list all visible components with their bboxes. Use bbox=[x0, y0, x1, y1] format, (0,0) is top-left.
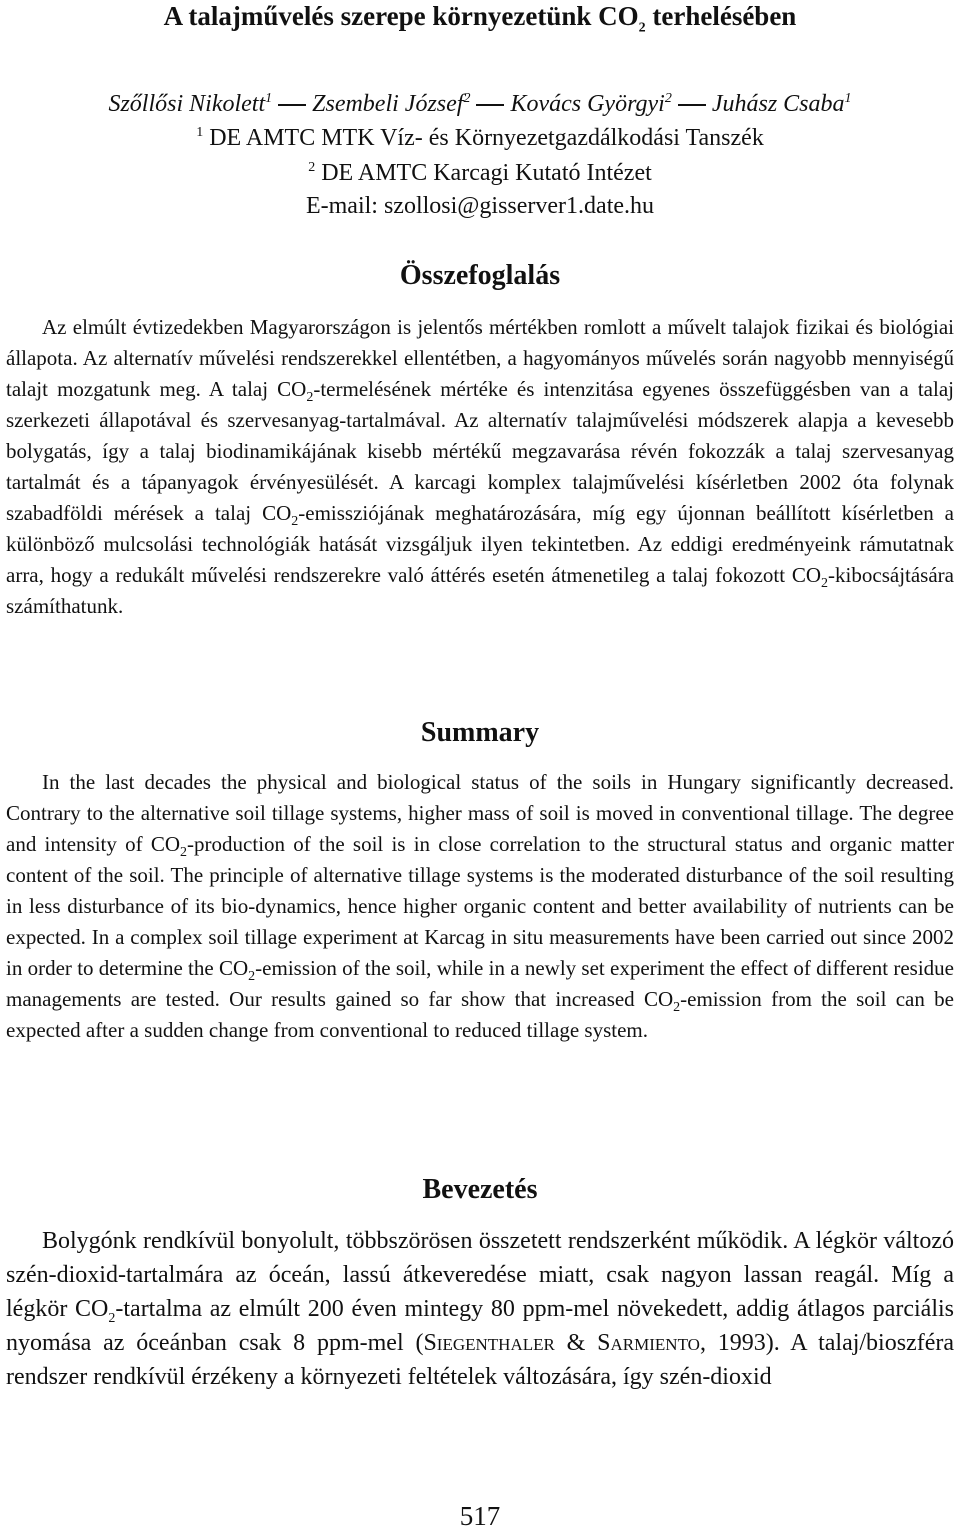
author: Zsembeli József bbox=[312, 91, 464, 117]
author: Juhász Csaba bbox=[711, 91, 845, 117]
summary-heading: Summary bbox=[420, 717, 540, 748]
intro-heading: Bevezetés bbox=[422, 1174, 538, 1205]
affiliation-2: $^2$ DE AMTC Karcagi Kutató Intézet bbox=[308, 160, 652, 186]
author-list: Szőllősi Nikolett$^1$ Zsembeli József$^2$ Kovács Györgyi$^2$ Juhász Csaba$^1$ bbox=[108, 91, 852, 117]
affiliation-1: $^1$ DE AMTC MTK Víz- és Környezetgazdálkodási Tanszék bbox=[196, 125, 764, 151]
author: Kovács Györgyi bbox=[510, 91, 665, 117]
separator-dash bbox=[678, 104, 706, 106]
separator-dash bbox=[278, 104, 306, 106]
separator-dash bbox=[476, 104, 504, 106]
author: Szőllősi Nikolett bbox=[108, 91, 266, 117]
abstract-paragraph: Az elmúlt évtizedekben Magyarországon is jelentős mértékben romlott a művelt talajok fizikai és biológiai állapota. Az alternatív művelési rendszerekkel ellentétben, a hagyományos művelés során nagyobb mennyiségű talajt mozgatunk meg. A talaj $CO_2$-termelésének mértéke és intenzitása egyenes összefüggésben van a talaj szerkezeti állapotával és szervesanyag-tartalmával. Az alternatív talajművelési módszerek alapja a kevesebb bolygatás, így a talaj biodinamikájának kisebb mértékű megzavarása révén fokozzák a talaj szervesanyag tartalmát és a tápanyagok érvényesülését. A karcagi komplex talajművelési kísérletben 2002 óta folynak szabadföldi mérések a talaj $CO_2$-emissziójának meghatározására, míg egy újonnan beállított kísérletben a különböző mulcsolási technológiák hatását vizsgáljuk ilyen tekintetben. Az eddigi eredményeink rámutatnak arra, hogy a redukált művelési rendszerekre való áttérés esetén átmenetileg a talaj fokozott $CO_2$-kibocsájtására számíthatunk. bbox=[6, 315, 954, 618]
intro-paragraph: Bolygónk rendkívül bonyolult, többszörösen összetett rendszerként működik. A légkör változó szén-dioxid-tartalmára az óceán, lassú átkeveredése miatt, csak nagyon lassan reagál. Míg a légkör $CO_2$-tartalma az elmúlt 200 éven mintegy 80 ppm-mel növekedett, addig átlagos parciális nyomása az óceánban csak 8 ppm-mel (Siegenthaler & Sarmiento, 1993). A talaj/bioszféra rendszer rendkívül érzékeny a környezeti feltételek változására, így szén-dioxid bbox=[6, 1228, 955, 1390]
abstract-heading: Összefoglalás bbox=[399, 260, 561, 291]
summary-paragraph: In the last decades the physical and biological status of the soils in Hungary significantly decreased. Contrary to the alternative soil tillage systems, higher mass of soil is moved in conventional tillage. The degree and intensity of $CO_2$-production of the soil is in close correlation to the structural status and organic matter content of the soil. The principle of alternative tillage systems is the moderated disturbance of the soil resulting in less disturbance of its bio-dynamics, hence higher organic content and better availability of nutrients can be expected. In a complex soil tillage experiment at Karcag in situ measurements have been carried out since 2002 in order to determine the $CO_2$-emission of the soil, while in a newly set experiment the effect of different residue managements are tested. Our results gained so far show that increased $CO_2$-emission from the soil can be expected after a sudden change from conventional to reduced tillage system. bbox=[6, 770, 954, 1042]
email-line: E-mail: szollosi@gisserver1.date.hu bbox=[305, 193, 655, 219]
page-number: 517 bbox=[459, 1501, 501, 1531]
citation-author: Siegenthaler bbox=[423, 1330, 555, 1356]
paper-title: A talajművelés szerepe környezetünk $CO_2$ terhelésében bbox=[163, 1, 797, 36]
citation-author: Sarmiento bbox=[597, 1330, 700, 1356]
